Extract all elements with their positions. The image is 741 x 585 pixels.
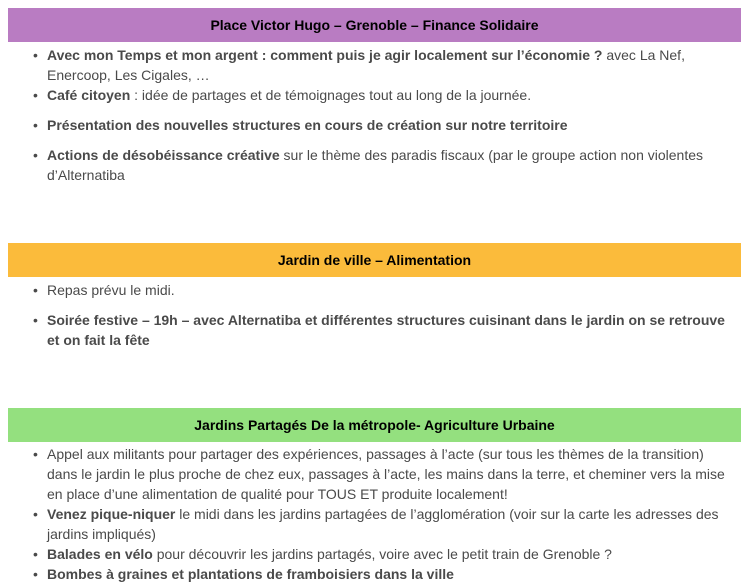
bullet-icon: •	[33, 446, 38, 462]
section-banner	[8, 243, 741, 277]
section-title: Jardin de ville – Alimentation	[277, 252, 472, 268]
list-item	[8, 564, 741, 584]
item-list	[8, 444, 741, 584]
bullet-icon: •	[33, 546, 38, 562]
item-bold-text: Présentation des nouvelles structures en cours de création sur notre territoire	[47, 117, 568, 133]
list-item	[8, 504, 741, 544]
section-finance-solidaire	[8, 8, 741, 185]
list-item	[8, 280, 741, 300]
list-item	[8, 145, 741, 185]
item-bold-text: Café citoyen	[47, 87, 131, 103]
list-item	[8, 45, 741, 85]
list-item	[8, 444, 741, 504]
section-banner	[8, 8, 741, 42]
item-text: Repas prévu le midi.	[47, 282, 175, 298]
list-item	[8, 115, 741, 135]
item-text: Appel aux militants pour partager des expériences, passages à l’acte (sur tous les thèmes de la transition) dans le jardin le plus proche de chez eux, passages à l’acte, les mains dans la terre, et cheminer vers la mise en place d’une alimentation de qualité pour TOUS ET produite localement!	[47, 446, 725, 502]
item-bold-text: Venez pique-niquer	[47, 506, 176, 522]
bullet-icon: •	[33, 117, 38, 133]
section-alimentation	[8, 243, 741, 350]
bullet-icon: •	[33, 506, 38, 522]
item-list	[8, 280, 741, 350]
section-title: Jardins Partagés De la métropole- Agriculture Urbaine	[194, 417, 555, 433]
item-text: avec La Nef, Enercoop, Les Cigales, …	[47, 47, 685, 83]
item-text: le midi dans les jardins partagées de l’agglomération (voir sur la carte les adresses des jardins impliqués)	[47, 506, 719, 542]
list-item	[8, 544, 741, 564]
item-bold-text: Avec mon Temps et mon argent : comment puis je agir localement sur l’économie ?	[47, 47, 603, 63]
section-banner	[8, 408, 741, 442]
item-list	[8, 45, 741, 185]
bullet-icon: •	[33, 566, 38, 582]
section-agriculture-urbaine	[8, 408, 741, 584]
bullet-icon: •	[33, 147, 38, 163]
list-item	[8, 310, 741, 350]
item-bold-text: Soirée festive – 19h – avec Alternatiba et différentes structures cuisinant dans le jardin on se retrouve et on fait la fête	[47, 312, 725, 348]
item-text: sur le thème des paradis fiscaux (par le groupe action non violentes d’Alternatiba	[47, 147, 704, 183]
bullet-icon: •	[33, 47, 38, 63]
section-title: Place Victor Hugo – Grenoble – Finance Solidaire	[210, 17, 539, 33]
item-text: : idée de partages et de témoignages tout au long de la journée.	[130, 87, 532, 103]
item-bold-text: Bombes à graines et plantations de framboisiers dans la ville	[47, 566, 454, 582]
bullet-icon: •	[33, 312, 38, 328]
item-text: pour découvrir les jardins partagés, voire avec le petit train de Grenoble ?	[152, 546, 612, 562]
bullet-icon: •	[33, 282, 38, 298]
list-item	[8, 85, 741, 105]
item-bold-text: Actions de désobéissance créative	[47, 147, 280, 163]
item-bold-text: Balades en vélo	[47, 546, 153, 562]
bullet-icon: •	[33, 87, 38, 103]
